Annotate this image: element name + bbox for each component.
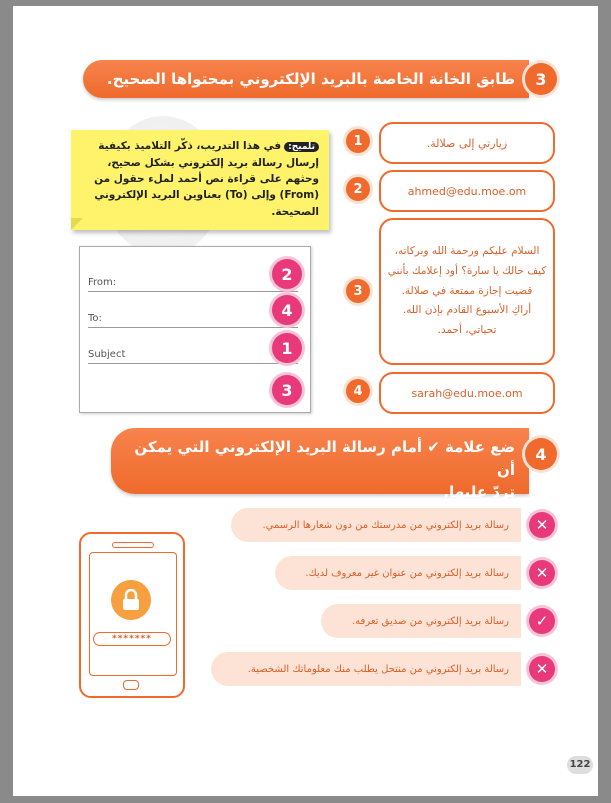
section3-banner	[83, 60, 529, 98]
answer-box-4	[379, 372, 555, 414]
password-field: *******	[93, 632, 171, 646]
option-1	[231, 508, 521, 542]
from-label: From:	[88, 277, 117, 288]
option-2-text: رسالة بريد إلكتروني من عنوان غير معروف لديك.	[305, 567, 509, 579]
tip-note	[71, 130, 329, 230]
answer-number-3: 3	[346, 279, 370, 303]
subject-label: Subject	[88, 349, 126, 360]
option-1-text: رسالة بريد إلكتروني من مدرستك من دون شعارها الرسمي.	[262, 519, 509, 531]
answer-number-2: 2	[346, 177, 370, 201]
option-3-mark[interactable]: ✓	[529, 608, 555, 634]
phone-illustration	[79, 532, 185, 698]
from-field	[88, 277, 298, 292]
tip-fold	[71, 218, 83, 230]
subject-number: 1	[272, 333, 302, 363]
phone-speaker	[112, 542, 154, 548]
answer-text-4: sarah@edu.moe.om	[411, 386, 523, 400]
answer-line-3: قضيت إجازة ممتعة في صلالة.	[401, 284, 533, 297]
body-number: 3	[272, 375, 302, 405]
page-number: 122	[567, 756, 593, 774]
to-label: To:	[88, 313, 102, 324]
option-4-mark[interactable]: ✕	[529, 656, 555, 682]
option-1-mark[interactable]: ✕	[529, 512, 555, 538]
tip-label: تلميح:	[284, 142, 319, 152]
answer-number-1: 1	[346, 129, 370, 153]
section4-title-line2: تردّ عليها.	[443, 483, 515, 501]
tip-text: في هذا التدريب، ذكّر التلاميذ بكيفية إرسال رسالة بريد إلكتروني بشكل صحيح، وحثهم على قراءة نص أحمد لملء حقول من (From) وإلى (To) بعناوين البريد الإلكتروني الصحيحة.	[94, 140, 319, 218]
phone-home-button	[123, 680, 139, 690]
section3-title: طابق الخانة الخاصة بالبريد الإلكتروني بمحتواها الصحيح.	[106, 70, 515, 88]
answer-text-2: ahmed@edu.moe.om	[407, 184, 527, 198]
answer-box-2	[379, 170, 555, 212]
answer-box-1	[379, 122, 555, 164]
answer-line-4: أراكِ الأسبوع القادم بإذن الله.	[402, 304, 532, 317]
section4-number: 4	[525, 438, 557, 470]
email-form	[79, 246, 311, 413]
to-field	[88, 313, 298, 328]
answer-number-4: 4	[346, 379, 370, 403]
option-4-text: رسالة بريد إلكتروني من منتحل يطلب منك معلوماتك الشخصية.	[247, 663, 509, 675]
answer-box-3	[379, 218, 555, 365]
answer-text-1: زيارتي إلى صلالة.	[426, 136, 508, 150]
answer-line-5: تحياتي، أحمد.	[437, 324, 497, 337]
answer-line-1: السلام عليكم ورحمة الله وبركاته،	[394, 244, 540, 257]
section4-banner	[111, 428, 529, 501]
option-3-text: رسالة بريد إلكتروني من صديق تعرفه.	[352, 615, 509, 627]
to-number: 4	[272, 295, 302, 325]
section3-number: 3	[525, 63, 557, 95]
subject-field	[88, 349, 298, 364]
option-2-mark[interactable]: ✕	[529, 560, 555, 586]
from-number: 2	[272, 259, 302, 289]
body-field	[88, 373, 298, 403]
section4-title-line1: ضع علامة ✔ أمام رسالة البريد الإلكتروني التي يمكن أن	[134, 438, 515, 479]
option-4	[211, 652, 521, 686]
option-3	[321, 604, 521, 638]
answer-line-2: كيف حالك يا سارة؟ أود إعلامك بأنني	[387, 264, 547, 277]
option-2	[275, 556, 521, 590]
worksheet-page	[13, 6, 598, 796]
lock-icon	[111, 580, 151, 620]
